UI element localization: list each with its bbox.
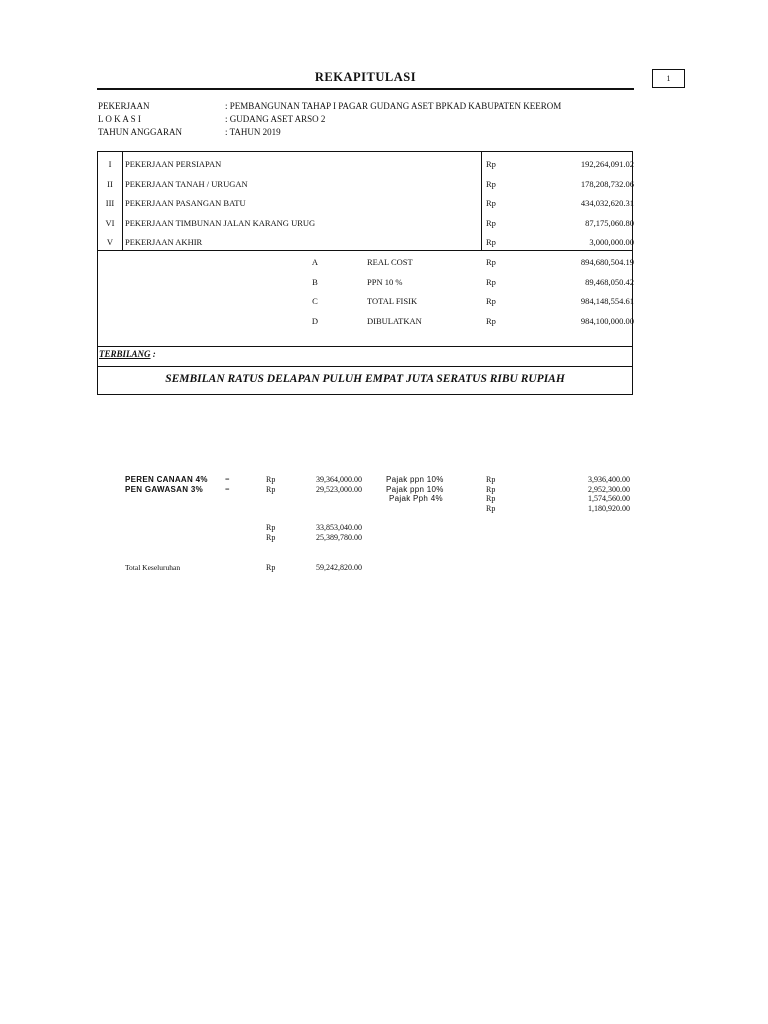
tax-amount: 3,936,400.00	[588, 475, 630, 484]
document-title: REKAPITULASI	[314, 70, 417, 84]
subtotal-currency: Rp	[266, 533, 276, 542]
item-number: I	[108, 159, 112, 169]
item-currency: Rp	[486, 237, 496, 247]
terbilang-label-text: TERBILANG	[99, 349, 151, 359]
summary-amount: 89,468,050.42	[585, 277, 634, 287]
table-divider-rp	[481, 151, 482, 251]
pengawasan-label: PEN GAWASAN 3%	[125, 485, 203, 494]
summary-label: TOTAL FISIK	[367, 296, 418, 306]
tax-currency: Rp	[486, 475, 496, 484]
perencanaan-label: PEREN CANAAN 4%	[125, 475, 208, 484]
item-amount: 178,208,732.06	[580, 179, 634, 189]
item-currency: Rp	[486, 159, 496, 169]
terbilang-colon: :	[150, 349, 156, 359]
summary-letter: B	[312, 277, 318, 287]
subtotal-amount: 33,853,040.00	[316, 523, 362, 532]
page-number-box: 1	[652, 69, 685, 88]
summary-letter: C	[312, 296, 318, 306]
table-divider-terbilang	[97, 366, 633, 367]
subtotal-amount: 25,389,780.00	[316, 533, 362, 542]
tax-currency: Rp	[486, 494, 496, 503]
summary-currency: Rp	[486, 316, 496, 326]
perencanaan-currency: Rp	[266, 475, 276, 484]
perencanaan-amount: 39,364,000.00	[316, 475, 362, 484]
item-description: PEKERJAAN PERSIAPAN	[125, 159, 222, 169]
title-underline	[97, 88, 634, 90]
pengawasan-equals: =	[225, 485, 230, 494]
item-number: V	[106, 237, 114, 247]
summary-label: REAL COST	[367, 257, 413, 267]
item-currency: Rp	[486, 198, 496, 208]
perencanaan-equals: =	[225, 475, 230, 484]
summary-letter: A	[311, 257, 319, 267]
meta-label-pekerjaan: PEKERJAAN	[98, 101, 150, 111]
item-amount: 87,175,060.80	[585, 218, 634, 228]
summary-amount: 894,680,504.19	[580, 257, 634, 267]
total-label: Total Keseluruhan	[125, 563, 181, 572]
tax-label: Pajak Pph 4%	[389, 494, 443, 503]
tax-currency: Rp	[486, 504, 496, 513]
meta-label-lokasi: L O K A S I	[98, 114, 141, 124]
pengawasan-currency: Rp	[266, 485, 276, 494]
table-divider-items	[97, 250, 633, 251]
terbilang-amount-in-words: SEMBILAN RATUS DELAPAN PULUH EMPAT JUTA SERATUS RIBU RUPIAH	[165, 373, 565, 385]
terbilang-label	[99, 349, 156, 359]
summary-currency: Rp	[486, 277, 496, 287]
subtotal-currency: Rp	[266, 523, 276, 532]
item-currency: Rp	[486, 179, 496, 189]
tax-label: Pajak ppn 10%	[386, 475, 444, 484]
item-description: PEKERJAAN TIMBUNAN JALAN KARANG URUG	[125, 218, 316, 228]
table-divider-summary	[97, 346, 633, 347]
meta-value-tahun: : TAHUN 2019	[225, 127, 281, 137]
summary-label: DIBULATKAN	[367, 316, 422, 326]
item-currency: Rp	[486, 218, 496, 228]
summary-amount: 984,148,554.61	[580, 296, 634, 306]
item-number: VI	[105, 218, 115, 228]
meta-value-pekerjaan: : PEMBANGUNAN TAHAP I PAGAR GUDANG ASET BPKAD KABUPATEN KEEROM	[225, 101, 562, 111]
item-description: PEKERJAAN PASANGAN BATU	[125, 198, 246, 208]
meta-value-lokasi: : GUDANG ASET ARSO 2	[225, 114, 326, 124]
total-currency: Rp	[266, 563, 276, 572]
item-amount: 192,264,091.02	[580, 159, 634, 169]
tax-amount: 1,180,920.00	[588, 504, 630, 513]
total-amount: 59,242,820.00	[316, 563, 362, 572]
tax-currency: Rp	[486, 485, 496, 494]
tax-label: Pajak ppn 10%	[386, 485, 444, 494]
item-number: II	[107, 179, 113, 189]
summary-currency: Rp	[486, 257, 496, 267]
summary-currency: Rp	[486, 296, 496, 306]
item-number: III	[105, 198, 115, 208]
summary-label: PPN 10 %	[367, 277, 403, 287]
item-description: PEKERJAAN TANAH / URUGAN	[125, 179, 248, 189]
item-amount: 434,032,620.31	[580, 198, 634, 208]
item-amount: 3,000,000.00	[589, 237, 634, 247]
item-description: PEKERJAAN AKHIR	[125, 237, 203, 247]
summary-amount: 984,100,000.00	[580, 316, 634, 326]
summary-letter: D	[311, 316, 319, 326]
tax-amount: 1,574,560.00	[588, 494, 630, 503]
pengawasan-amount: 29,523,000.00	[316, 485, 362, 494]
tax-amount: 2,952,300.00	[588, 485, 630, 494]
meta-label-tahun: TAHUN ANGGARAN	[98, 127, 183, 137]
